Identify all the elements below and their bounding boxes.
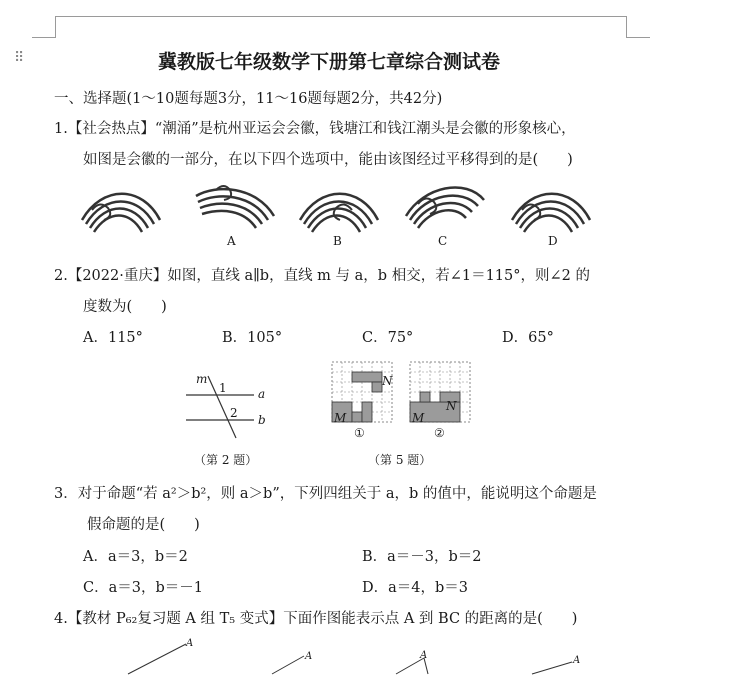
option-label-a: A [227,234,236,248]
page-corner-right [626,37,650,38]
page-border-left [55,16,56,38]
emblem-option-a [196,186,274,228]
option-label-d: D [548,234,558,248]
label-angle-2: 2 [230,406,238,420]
question-3-line-2: 假命题的是( ) [87,517,200,533]
page-corner-left [32,37,56,38]
label-m-2: M [412,411,425,425]
q4-fig3-point-a: A [420,650,428,661]
question-2-option-c: C．75° [362,330,414,346]
question-4-line-1: 4.【教材 P₆₂复习题 A 组 T₅ 变式】下面作图能表示点 A 到 BC 的距离的是( ) [54,611,578,627]
page-title: 冀教版七年级数学下册第七章综合测试卷 [158,51,501,73]
q4-fig4-point-a: A [573,655,581,666]
question-1-line-2: 如图是会徽的一部分，在以下四个选项中，能由该图经过平移得到的是( ) [83,152,573,168]
figure-2-caption: （第 2 题） [194,453,258,467]
label-angle-1: 1 [219,381,227,395]
figure-label-1: ① [354,426,365,440]
question-3-option-c: C．a＝3，b＝－1 [83,580,203,596]
figure-5-caption: （第 5 题） [368,453,432,467]
page-border-top [55,16,627,17]
label-m: m [196,372,208,386]
drag-handle-icon[interactable]: ⠿ [14,50,25,66]
emblem-option-c [406,187,484,228]
label-n-1: N [382,374,393,388]
section-heading: 一、选择题(1～10题每题3分，11～16题每题2分，共42分) [54,91,443,107]
question-2-line-1: 2.【2022·重庆】如图，直线 a∥b，直线 m 与 a，b 相交，若∠1＝115°，则∠2 的 [54,268,590,284]
question-3-option-b: B．a＝－3，b＝2 [362,549,482,565]
question-5-figure [330,360,490,430]
option-label-b: B [333,234,342,248]
q4-fig1-point-a: A [186,638,194,649]
label-b: b [258,413,266,427]
label-m-1: M [334,411,347,425]
question-2-option-b: B．105° [222,330,283,346]
page-border-right [626,16,627,38]
question-4-figures [0,636,742,676]
q4-fig2-point-a: A [305,651,313,662]
question-1-line-1: 1.【社会热点】“潮涌”是杭州亚运会会徽，钱塘江和钱江潮头是会徽的形象核心， [54,121,576,137]
question-3-option-a: A．a＝3，b＝2 [83,549,188,565]
label-n-2: N [446,399,457,413]
question-2-figure [180,370,280,440]
question-3-option-d: D．a＝4，b＝3 [362,580,469,596]
question-1-figures [0,180,742,250]
emblem-option-d [512,194,590,232]
label-a: a [258,387,266,401]
option-label-c: C [438,234,448,248]
question-2-option-d: D．65° [502,330,554,346]
figure-label-2: ② [434,426,445,440]
emblem-original [82,194,160,232]
question-2-line-2: 度数为( ) [83,299,167,315]
question-2-option-a: A．115° [83,330,143,346]
question-3-line-1: 3．对于命题“若 a²＞b²，则 a＞b”，下列四组关于 a，b 的值中，能说明这个命题是 [54,486,597,502]
emblem-option-b [300,194,378,232]
